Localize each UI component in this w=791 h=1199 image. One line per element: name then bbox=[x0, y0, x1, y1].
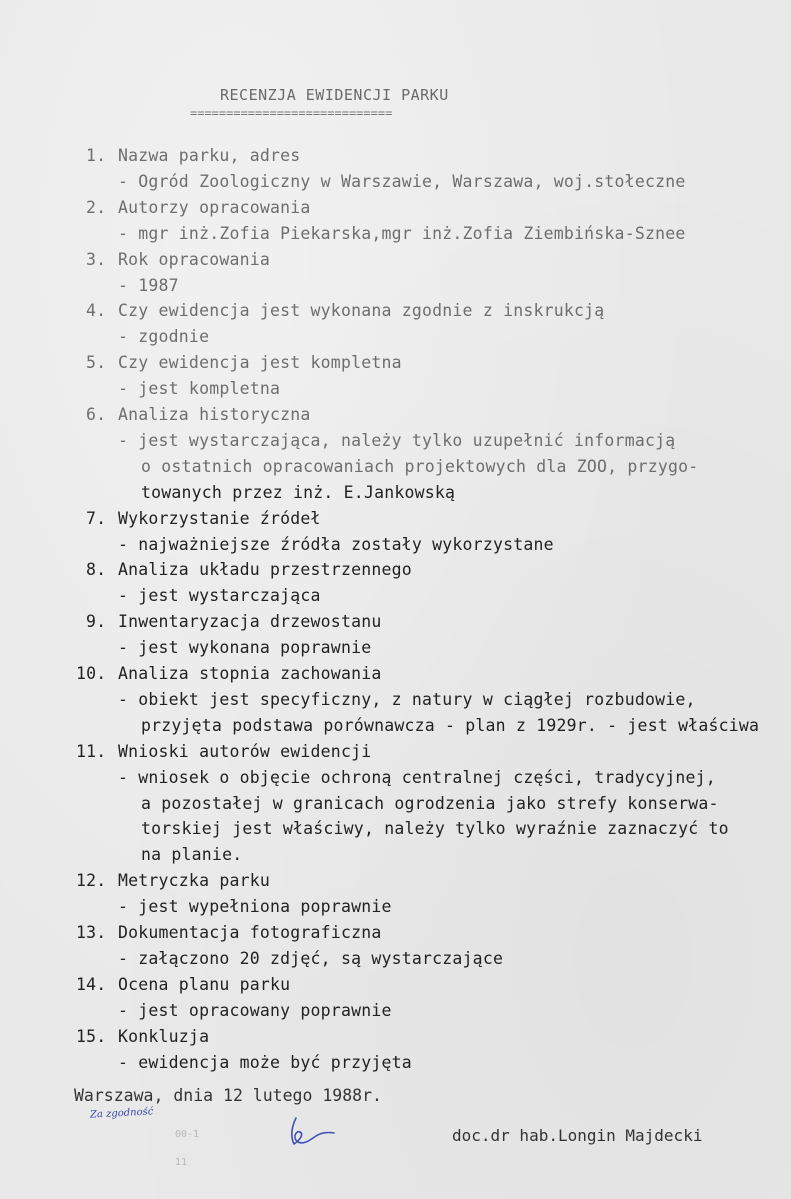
list-item-text: - załączono 20 zdjęć, są wystarczające bbox=[118, 948, 504, 968]
list-item-number: 12. bbox=[76, 871, 107, 891]
faint-stamp: 00-1 11 bbox=[175, 1129, 200, 1168]
place-date: Warszawa, dnia 12 lutego 1988r. bbox=[74, 1086, 382, 1105]
list-item-text: Inwentaryzacja drzewostanu bbox=[118, 612, 382, 632]
list-item-text: - jest wystarczająca bbox=[118, 586, 321, 606]
list-item-number: 10. bbox=[76, 664, 107, 683]
list-item-text: - Ogród Zoologiczny w Warszawie, Warszawa, woj.stołeczne bbox=[118, 171, 686, 191]
list-item-number: 13. bbox=[76, 923, 107, 942]
list-item-text: Nazwa parku, adres bbox=[118, 146, 301, 165]
list-item-text: Wykorzystanie źródeł bbox=[118, 508, 321, 528]
list-item-number: 1. bbox=[86, 146, 107, 165]
list-item-number: 8. bbox=[86, 560, 107, 580]
list-item-text: Metryczka parku bbox=[118, 871, 271, 891]
list-item-text: - 1987 bbox=[118, 275, 179, 295]
list-item-text: Dokumentacja fotograficzna bbox=[118, 923, 382, 942]
list-item-text: Autorzy opracowania bbox=[118, 197, 311, 217]
list-item-text: Analiza układu przestrzennego bbox=[118, 560, 412, 580]
list-item-text: - zgodnie bbox=[118, 327, 210, 347]
list-item-text: a pozostałej w granicach ogrodzenia jako strefy konserwa- bbox=[141, 793, 719, 813]
list-item-text: - jest opracowany poprawnie bbox=[118, 1000, 392, 1020]
list-item-number: 4. bbox=[86, 301, 107, 321]
list-item-text: - jest wykonana poprawnie bbox=[118, 638, 372, 658]
list-item-number: 14. bbox=[76, 974, 107, 994]
document-title: RECENZJA EWIDENCJI PARKU bbox=[220, 86, 449, 104]
list-item-text: na planie. bbox=[141, 845, 243, 865]
list-item-text: Analiza stopnia zachowania bbox=[118, 664, 382, 683]
list-item-text: Ocena planu parku bbox=[118, 974, 291, 994]
list-item-text: - mgr inż.Zofia Piekarska,mgr inż.Zofia Ziembińska-Sznee bbox=[118, 223, 686, 243]
list-item-number: 2. bbox=[86, 197, 107, 217]
handwritten-note: Za zgodność bbox=[89, 1106, 154, 1121]
list-item-number: 5. bbox=[86, 353, 107, 373]
list-item-text: o ostatnich opracowaniach projektowych dla ZOO, przygo- bbox=[141, 456, 699, 476]
list-item-text: Rok opracowania bbox=[118, 249, 271, 269]
list-item-text: - najważniejsze źródła zostały wykorzystane bbox=[118, 534, 554, 554]
title-underline: ============================ bbox=[190, 106, 393, 120]
list-item-number: 9. bbox=[86, 612, 107, 632]
list-item-number: 6. bbox=[86, 405, 107, 424]
list-item-text: torskiej jest właściwy, należy tylko wyraźnie zaznaczyć to bbox=[141, 819, 729, 839]
list-item-text: Wnioski autorów ewidencji bbox=[118, 741, 372, 761]
list-item-text: towanych przez inż. E.Jankowską bbox=[141, 482, 456, 502]
list-item-text: - wniosek o objęcie ochroną centralnej części, tradycyjnej, bbox=[118, 767, 716, 787]
list-item-text: przyjęta podstawa porównawcza - plan z 1929r. - jest właściwa bbox=[141, 715, 760, 735]
list-item-text: Czy ewidencja jest kompletna bbox=[118, 353, 402, 373]
list-item-number: 7. bbox=[86, 508, 107, 528]
signer-name: doc.dr hab.Longin Majdecki bbox=[452, 1126, 703, 1145]
list-item-text: - ewidencja może być przyjęta bbox=[118, 1052, 412, 1072]
list-item-text: Czy ewidencja jest wykonana zgodnie z inskrukcją bbox=[118, 301, 605, 321]
list-item-number: 15. bbox=[76, 1026, 107, 1046]
list-item-text: - jest kompletna bbox=[118, 379, 281, 399]
signature-icon bbox=[282, 1112, 342, 1152]
list-item-text: Konkluzja bbox=[118, 1026, 210, 1046]
list-item-number: 3. bbox=[86, 249, 107, 269]
list-item-text: - obiekt jest specyficzny, z natury w ciągłej rozbudowie, bbox=[118, 689, 696, 709]
list-item-text: - jest wypełniona poprawnie bbox=[118, 897, 392, 917]
list-item-number: 11. bbox=[76, 741, 107, 761]
list-item-text: - jest wystarczająca, należy tylko uzupełnić informacją bbox=[118, 430, 676, 450]
list-item-text: Analiza historyczna bbox=[118, 405, 311, 424]
